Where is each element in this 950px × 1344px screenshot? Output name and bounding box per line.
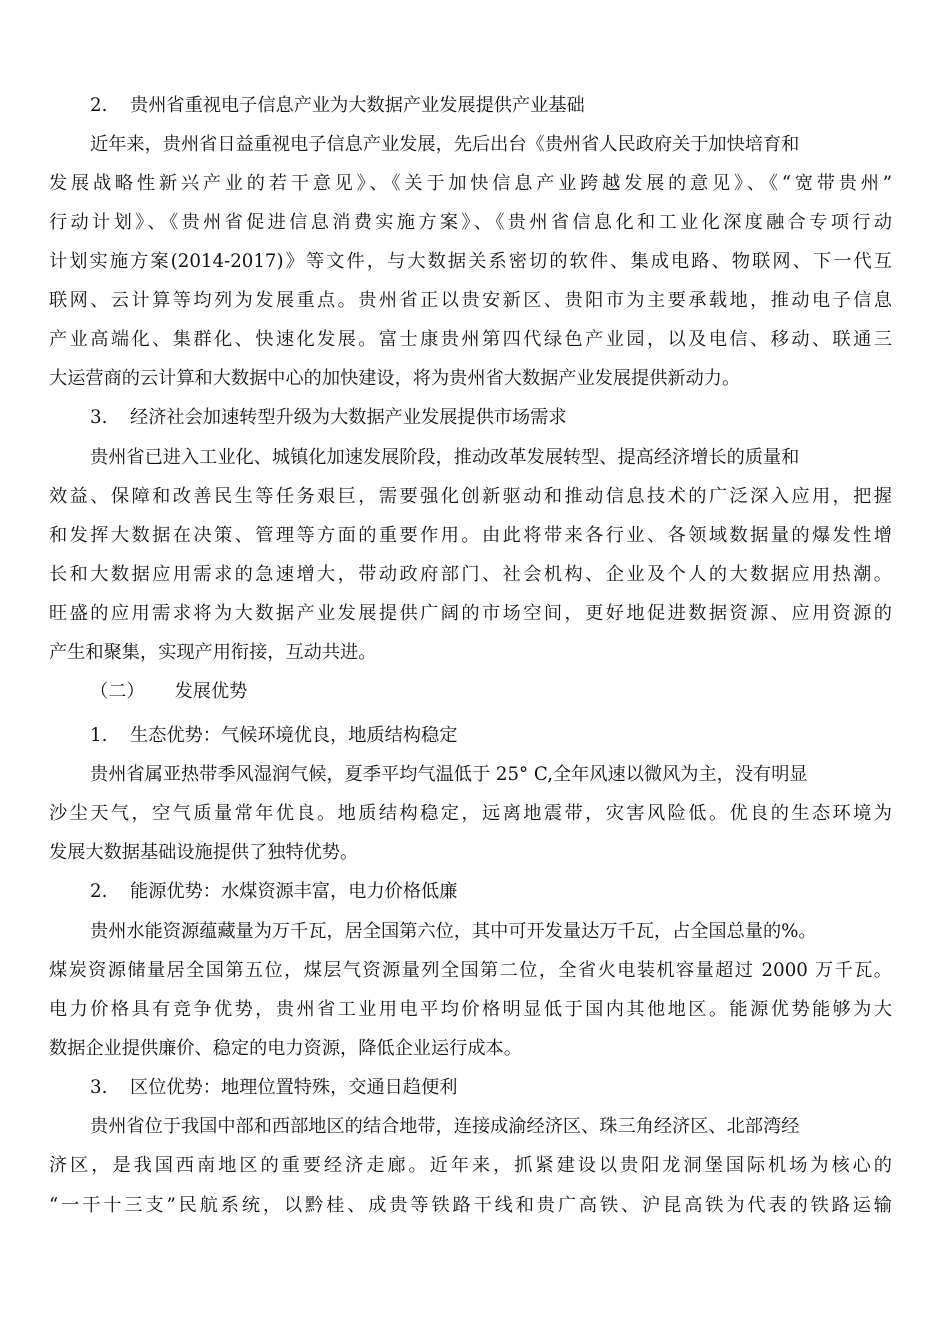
section-title: 发展优势 — [174, 681, 248, 702]
paragraph-line: 数据企业提供廉价、稳定的电力资源，降低企业运行成本。 — [49, 1038, 522, 1059]
paragraph-line: 行动计划》、《贵州省促进信息消费实施方案》、《贵州省信息化和工业化深度融合专项行动 — [49, 212, 892, 233]
subheading-3 — [90, 406, 567, 430]
subheading-number: 3. — [90, 1077, 108, 1098]
paragraph-line: 效益、保障和改善民生等任务艰巨，需要强化创新驱动和推动信息技术的广泛深入应用，把握 — [49, 486, 892, 507]
paragraph-line: 贵州省属亚热带季风湿润气候，夏季平均气温低于 25° C,全年风速以微风为主，没有明显 — [90, 764, 808, 785]
paragraph-line: 电力价格具有竞争优势，贵州省工业用电平均价格明显低于国内其他地区。能源优势能够为大 — [49, 999, 892, 1020]
paragraph-line: 旺盛的应用需求将为大数据产业发展提供广阔的市场空间，更好地促进数据资源、应用资源的 — [49, 603, 892, 624]
paragraph-line: 贵州省已进入工业化、城镇化加速发展阶段，推动改革发展转型、提高经济增长的质量和 — [90, 447, 800, 468]
paragraph-line: 大运营商的云计算和大数据中心的加快建设，将为贵州省大数据产业发展提供新动力。 — [49, 368, 741, 389]
subheading-2 — [90, 94, 585, 118]
paragraph-line: 和发挥大数据在决策、管理等方面的重要作用。由此将带来各行业、各领域数据量的爆发性增 — [49, 525, 892, 546]
subheading-3-location — [90, 1076, 457, 1100]
paragraph-line: 近年来，贵州省日益重视电子信息产业发展，先后出台《贵州省人民政府关于加快培育和 — [90, 134, 800, 155]
paragraph-line: 沙尘天气，空气质量常年优良。地质结构稳定，远离地震带，灾害风险低。优良的生态环境为 — [49, 803, 892, 824]
subheading-text: 区位优势：地理位置特殊，交通日趋便利 — [130, 1077, 458, 1098]
paragraph-line: 联网、云计算等均列为发展重点。贵州省正以贵安新区、贵阳市为主要承载地，推动电子信息 — [49, 290, 892, 311]
section-heading — [90, 680, 247, 704]
paragraph-line: 煤炭资源储量居全国第五位，煤层气资源量列全国第二位，全省火电装机容量超过 2000 万千瓦。 — [49, 960, 892, 981]
subheading-text: 能源优势：水煤资源丰富，电力价格低廉 — [130, 881, 458, 902]
subheading-number: 2. — [90, 95, 108, 116]
subheading-2-energy — [90, 880, 457, 904]
paragraph-line: 长和大数据应用需求的急速增大，带动政府部门、社会机构、企业及个人的大数据应用热潮。 — [49, 564, 892, 585]
section-number: （二） — [90, 681, 145, 702]
subheading-number: 1. — [90, 725, 108, 746]
subheading-text: 贵州省重视电子信息产业为大数据产业发展提供产业基础 — [130, 95, 585, 116]
paragraph-line: “一干十三支”民航系统，以黔桂、成贵等铁路干线和贵广高铁、沪昆高铁为代表的铁路运输 — [49, 1195, 892, 1216]
subheading-1 — [90, 724, 457, 748]
paragraph-line: 产业高端化、集群化、快速化发展。富士康贵州第四代绿色产业园，以及电信、移动、联通三 — [49, 329, 892, 350]
subheading-text: 生态优势：气候环境优良，地质结构稳定 — [130, 725, 458, 746]
paragraph-line: 贵州水能资源蕴藏量为万千瓦，居全国第六位，其中可开发量达万千瓦，占全国总量的%。 — [90, 921, 817, 942]
paragraph-line: 发展战略性新兴产业的若干意见》、《关于加快信息产业跨越发展的意见》、《“宽带贵州” — [49, 173, 892, 194]
subheading-number: 3. — [90, 407, 108, 428]
paragraph-line: 发展大数据基础设施提供了独特优势。 — [49, 842, 359, 863]
paragraph-line: 计划实施方案(2014-2017)》等文件，与大数据关系密切的软件、集成电路、物联网、下一代互 — [49, 251, 892, 272]
paragraph-line: 贵州省位于我国中部和西部地区的结合地带，连接成渝经济区、珠三角经济区、北部湾经 — [90, 1116, 800, 1137]
subheading-number: 2. — [90, 881, 108, 902]
paragraph-line: 产生和聚集，实现产用衔接，互动共进。 — [49, 642, 377, 663]
subheading-text: 经济社会加速转型升级为大数据产业发展提供市场需求 — [130, 407, 567, 428]
paragraph-line: 济区，是我国西南地区的重要经济走廊。近年来，抓紧建设以贵阳龙洞堡国际机场为核心的 — [49, 1155, 892, 1176]
